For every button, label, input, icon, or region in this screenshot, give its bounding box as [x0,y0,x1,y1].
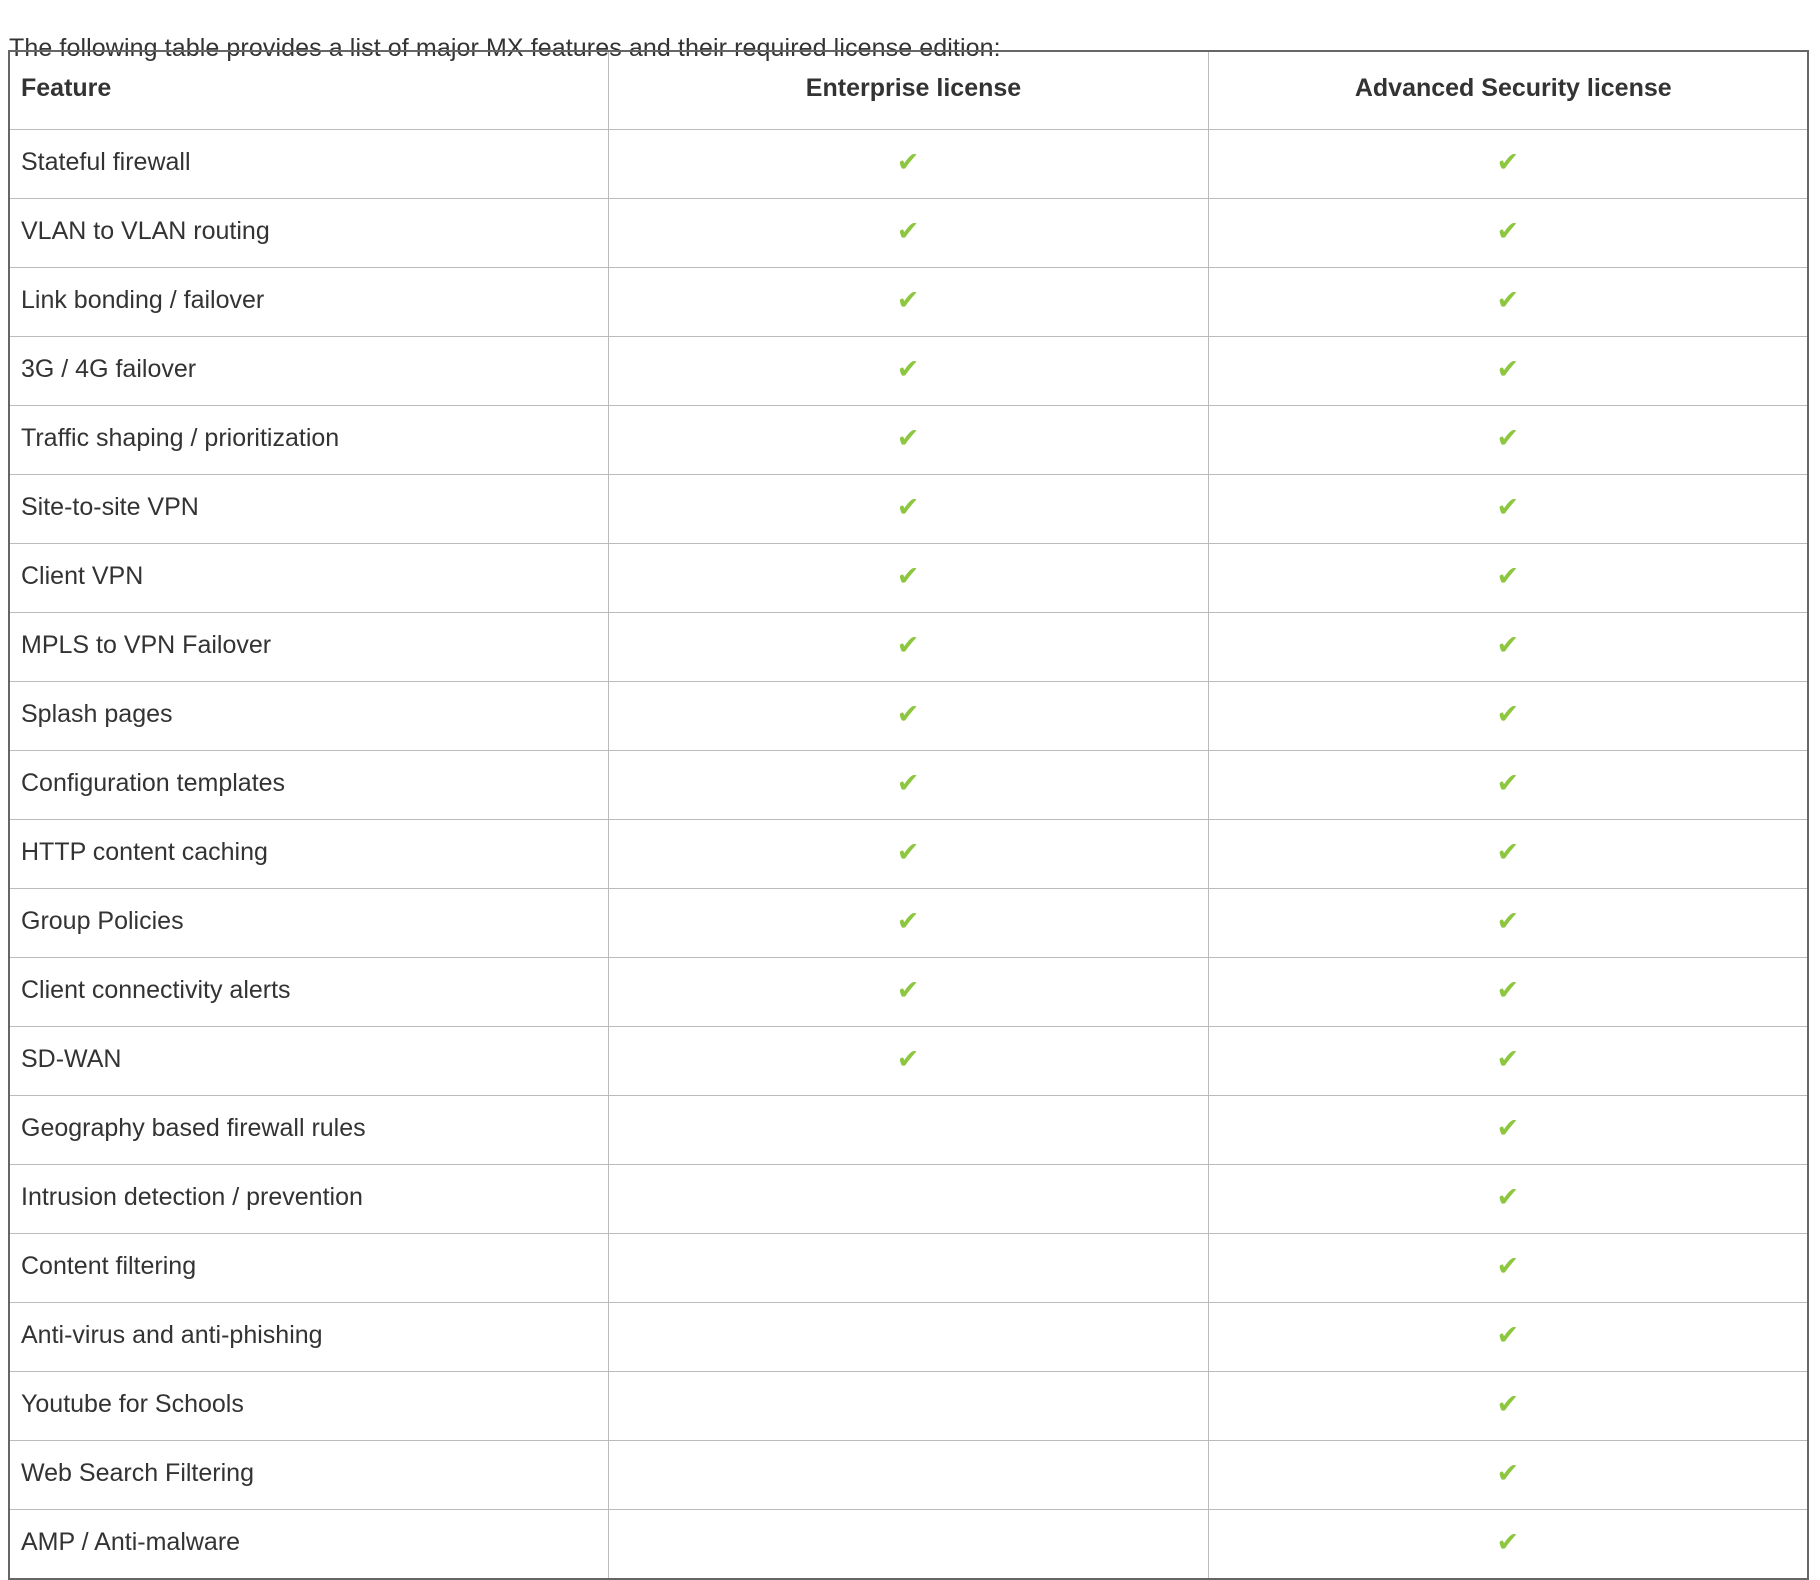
table-row [9,613,1808,682]
check-mark-icon: ✔ [1496,215,1520,247]
advanced-security-cell [1208,1096,1808,1165]
feature-name: Geography based firewall rules [9,1096,608,1165]
check-mark-icon: ✔ [896,215,920,247]
feature-name: Intrusion detection / prevention [9,1165,608,1234]
table-row [9,130,1808,199]
advanced-security-cell [1208,682,1808,751]
advanced-security-cell [1208,1165,1808,1234]
table-row [9,199,1808,268]
check-mark-icon: ✔ [896,560,920,592]
advanced-security-cell [1208,751,1808,820]
feature-name: AMP / Anti-malware [9,1510,608,1580]
check-mark-icon: ✔ [896,284,920,316]
advanced-security-cell [1208,268,1808,337]
intro-paragraph: The following table provides a list of major MX features and their required license edition: [9,34,1001,62]
feature-name: VLAN to VLAN routing [9,199,608,268]
enterprise-cell [608,1372,1208,1441]
enterprise-cell [608,406,1208,475]
check-mark-icon: ✔ [1496,974,1520,1006]
advanced-security-cell [1208,406,1808,475]
feature-name: Traffic shaping / prioritization [9,406,608,475]
table-row [9,682,1808,751]
enterprise-cell [608,268,1208,337]
table-row [9,1096,1808,1165]
enterprise-cell [608,613,1208,682]
check-mark-icon: ✔ [1496,1319,1520,1351]
check-mark-icon: ✔ [1496,767,1520,799]
feature-name: Client connectivity alerts [9,958,608,1027]
feature-name: Group Policies [9,889,608,958]
advanced-security-cell [1208,958,1808,1027]
enterprise-cell [608,130,1208,199]
enterprise-cell [608,958,1208,1027]
feature-name: HTTP content caching [9,820,608,889]
table-row [9,475,1808,544]
enterprise-cell [608,1303,1208,1372]
enterprise-cell [608,199,1208,268]
license-feature-table [8,50,1809,1580]
enterprise-cell [608,682,1208,751]
check-mark-icon: ✔ [896,1043,920,1075]
column-header-feature: Feature [9,51,608,130]
table-row [9,820,1808,889]
advanced-security-cell [1208,613,1808,682]
feature-name: Splash pages [9,682,608,751]
check-mark-icon: ✔ [1496,491,1520,523]
enterprise-cell [608,1234,1208,1303]
check-mark-icon: ✔ [896,698,920,730]
enterprise-cell [608,751,1208,820]
feature-name: Web Search Filtering [9,1441,608,1510]
check-mark-icon: ✔ [1496,629,1520,661]
table-row [9,406,1808,475]
enterprise-cell [608,337,1208,406]
advanced-security-cell [1208,199,1808,268]
advanced-security-cell [1208,1027,1808,1096]
advanced-security-cell [1208,475,1808,544]
check-mark-icon: ✔ [1496,1526,1520,1558]
feature-name: Content filtering [9,1234,608,1303]
check-mark-icon: ✔ [1496,146,1520,178]
check-mark-icon: ✔ [896,146,920,178]
table-row [9,1372,1808,1441]
enterprise-cell [608,1027,1208,1096]
advanced-security-cell [1208,337,1808,406]
enterprise-cell [608,1096,1208,1165]
check-mark-icon: ✔ [1496,698,1520,730]
table-row [9,544,1808,613]
check-mark-icon: ✔ [1496,1250,1520,1282]
table-row [9,268,1808,337]
check-mark-icon: ✔ [1496,1181,1520,1213]
advanced-security-cell [1208,1234,1808,1303]
advanced-security-cell [1208,889,1808,958]
check-mark-icon: ✔ [1496,284,1520,316]
check-mark-icon: ✔ [896,836,920,868]
enterprise-cell [608,475,1208,544]
advanced-security-cell [1208,820,1808,889]
table-row [9,751,1808,820]
feature-name: SD-WAN [9,1027,608,1096]
advanced-security-cell [1208,1372,1808,1441]
check-mark-icon: ✔ [1496,1388,1520,1420]
check-mark-icon: ✔ [896,353,920,385]
check-mark-icon: ✔ [1496,905,1520,937]
feature-name: Site-to-site VPN [9,475,608,544]
check-mark-icon: ✔ [896,974,920,1006]
feature-name: Client VPN [9,544,608,613]
table-row [9,1027,1808,1096]
table-row [9,1303,1808,1372]
column-header-advanced-security-license: Advanced Security license [1208,51,1808,130]
check-mark-icon: ✔ [1496,836,1520,868]
enterprise-cell [608,544,1208,613]
check-mark-icon: ✔ [1496,1457,1520,1489]
table-row [9,1234,1808,1303]
feature-name: MPLS to VPN Failover [9,613,608,682]
enterprise-cell [608,1441,1208,1510]
feature-name: Configuration templates [9,751,608,820]
column-header-enterprise-license: Enterprise license [608,51,1208,130]
enterprise-cell [608,889,1208,958]
table-row [9,1441,1808,1510]
enterprise-cell [608,820,1208,889]
table-row [9,1165,1808,1234]
check-mark-icon: ✔ [1496,1043,1520,1075]
check-mark-icon: ✔ [1496,1112,1520,1144]
check-mark-icon: ✔ [896,422,920,454]
check-mark-icon: ✔ [1496,422,1520,454]
check-mark-icon: ✔ [1496,560,1520,592]
check-mark-icon: ✔ [896,905,920,937]
feature-name: Stateful firewall [9,130,608,199]
check-mark-icon: ✔ [896,767,920,799]
table-row [9,958,1808,1027]
advanced-security-cell [1208,544,1808,613]
feature-name: Link bonding / failover [9,268,608,337]
table-row [9,889,1808,958]
advanced-security-cell [1208,1303,1808,1372]
feature-name: Anti-virus and anti-phishing [9,1303,608,1372]
check-mark-icon: ✔ [896,629,920,661]
check-mark-icon: ✔ [896,491,920,523]
feature-name: 3G / 4G failover [9,337,608,406]
table-header-row [9,51,1808,130]
feature-name: Youtube for Schools [9,1372,608,1441]
check-mark-icon: ✔ [1496,353,1520,385]
table-row [9,337,1808,406]
advanced-security-cell [1208,1441,1808,1510]
enterprise-cell [608,1165,1208,1234]
advanced-security-cell [1208,130,1808,199]
